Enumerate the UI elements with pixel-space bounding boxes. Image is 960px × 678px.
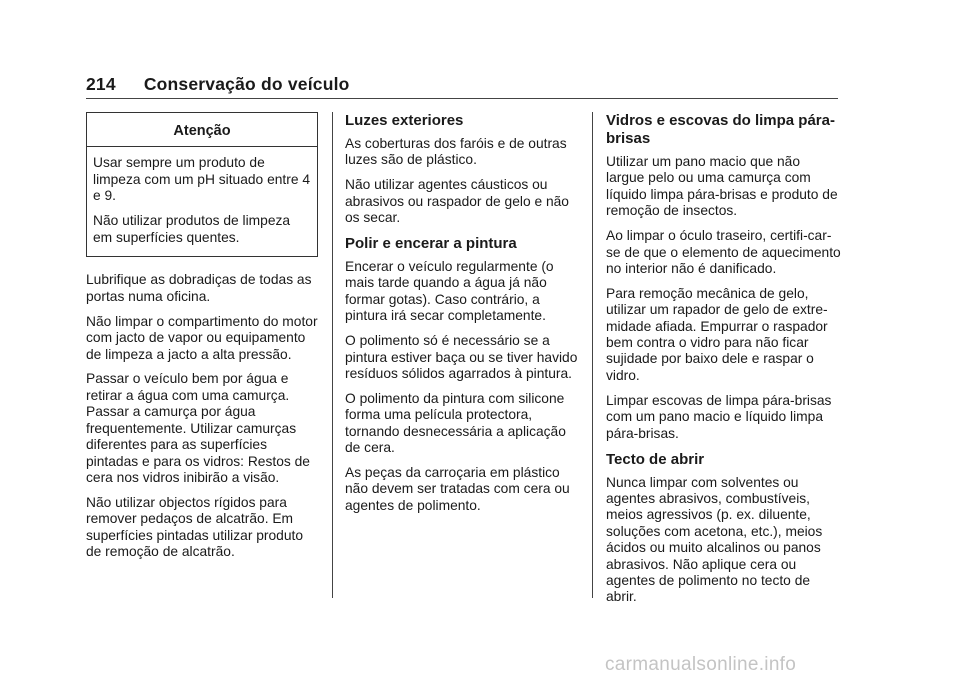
paragraph: Passar o veículo bem por água e retirar a água com uma camurça. Passar a camurça por água frequentemente. Utilizar camurças diferentes para as superfícies pintadas e para os vidros: Restos de cera nos vidros inibirão a visão.	[86, 371, 310, 485]
page-number: 214	[86, 74, 116, 94]
paragraph: Não utilizar objectos rígidos para remover pedaços de alcatrão. Em superfícies pintadas utilizar produto de remoção de alcatrão.	[86, 494, 304, 560]
section-heading: Tecto de abrir	[606, 450, 705, 468]
column-divider-2	[592, 112, 593, 598]
paragraph: Não limpar o compartimento do motor com jacto de vapor ou equipamento de limpeza a jacto a alta pressão.	[86, 313, 318, 362]
column-3	[606, 112, 842, 614]
section-heading: Luzes exteriores	[345, 112, 464, 129]
notice-body	[87, 147, 317, 256]
notice-paragraph: Usar sempre um produto de limpeza com um pH situado entre 4 e 9.	[93, 155, 311, 204]
page-header	[86, 74, 350, 95]
paragraph: Lubrifique as dobradiças de todas as portas numa oficina.	[86, 272, 312, 304]
paragraph: Ao limpar o óculo traseiro, certifi-car-se de que o elemento de aquecimento no interior não é danificado.	[606, 228, 841, 276]
notice-box	[86, 112, 318, 257]
paragraph: Para remoção mecânica de gelo, utilizar um rapador de gelo de extre-midade afiada. Empurrar o raspador bem contra o vidro para não ficar sujidade por baixo dele e raspar o vidro.	[606, 285, 828, 383]
column-2	[345, 112, 581, 523]
page-title: Conservação do veículo	[143, 74, 350, 94]
header-rule	[86, 98, 838, 99]
paragraph: O polimento da pintura com silicone forma uma película protectora, tornando desnecessária a aplicação de cera.	[345, 390, 566, 456]
section-heading: Vidros e escovas do limpa pára-brisas	[606, 112, 835, 147]
paragraph: Nunca limpar com solventes ou agentes abrasivos, combustíveis, meios agressivos (p. ex. diluente, soluções com acetona, etc.), meios ácidos ou muito alcalinos ou panos abrasivos. Não aplique cera ou agentes de polimento no tecto de abrir.	[606, 474, 823, 605]
paragraph: Utilizar um pano macio que não largue pelo ou uma camurça com líquido limpa pára-brisas e produto de remoção de insectos.	[606, 154, 838, 219]
notice-title: Atenção	[87, 113, 317, 147]
paragraph: Encerar o veículo regularmente (o mais tarde quando a água já não formar gotas). Caso contrário, a pintura irá secar completamente.	[345, 259, 554, 324]
paragraph: Não utilizar agentes cáusticos ou abrasivos ou raspador de gelo e não os secar.	[345, 177, 569, 226]
section-heading: Polir e encerar a pintura	[345, 235, 517, 253]
paragraph: Limpar escovas de limpa pára-brisas com um pano macio e líquido limpa pára-brisas.	[606, 392, 832, 441]
paragraph: As coberturas dos faróis e de outras luzes são de plástico.	[345, 136, 567, 168]
column-1	[86, 112, 318, 569]
watermark: carmanualsonline.info	[605, 654, 797, 675]
column-divider-1	[332, 112, 333, 598]
paragraph: As peças da carroçaria em plástico não devem ser tratadas com cera ou agentes de polimento.	[345, 465, 570, 513]
notice-paragraph: Não utilizar produtos de limpeza em superfícies quentes.	[93, 213, 291, 245]
paragraph: O polimento só é necessário se a pintura estiver baça ou se tiver havido resíduos sólidos agarrados à pintura.	[345, 333, 578, 381]
